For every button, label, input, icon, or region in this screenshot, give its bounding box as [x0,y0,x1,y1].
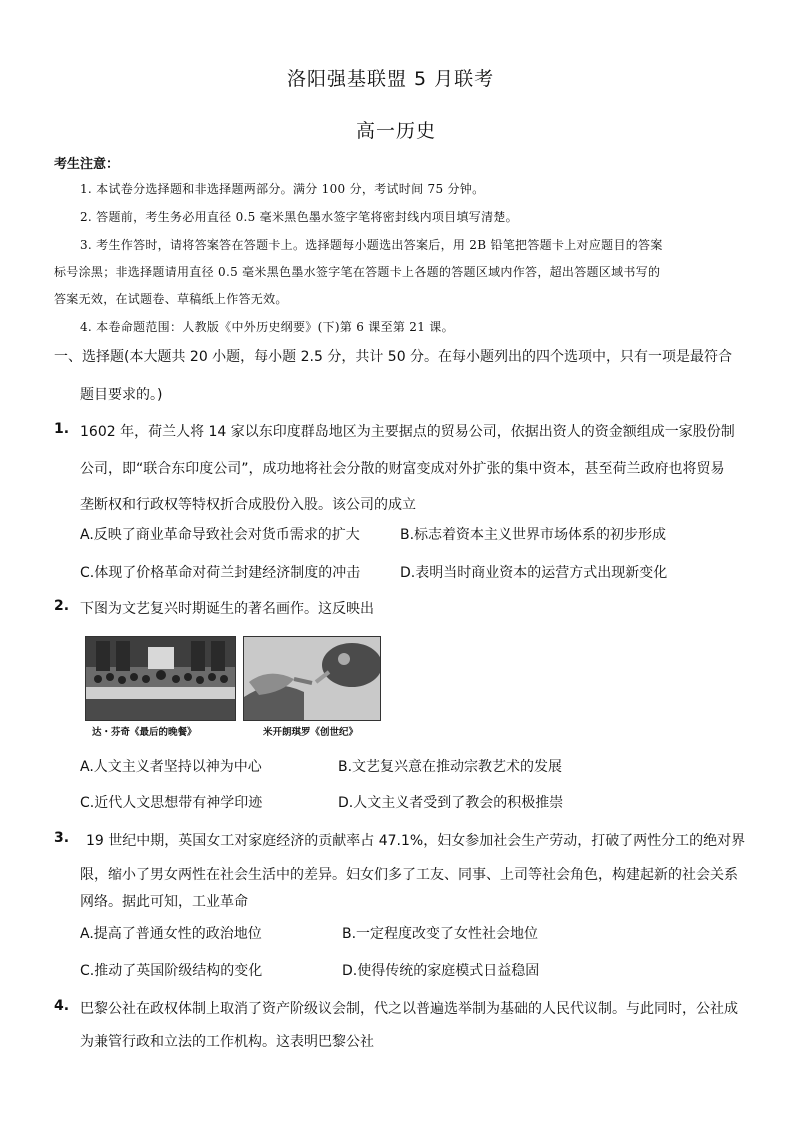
section-heading-line2: 题目要求的。) [80,387,163,403]
q1-option-b: B.标志着资本主义世界市场体系的初步形成 [400,527,667,543]
notice-line-3b: 标号涂黑；非选择题请用直径 0.5 毫米黑色墨水签字笔在答题卡上各题的答题区域内作答，超出答题区域书写的 [54,265,661,279]
q2-stem: 下图为文艺复兴时期诞生的著名画作。这反映出 [80,601,374,617]
q3-stem-line1: 19 世纪中期，英国女工对家庭经济的贡献率占 47.1%，妇女参加社会生产劳动，打破了两性分工的绝对界 [86,833,746,849]
notice-line-4: 4. 本卷命题范围：人教版《中外历史纲要》(下)第 6 课至第 21 课。 [80,320,454,334]
q1-stem-line3: 垄断权和行政权等特权折合成股份入股。该公司的成立 [80,497,416,513]
notice-line-1: 1. 本试卷分选择题和非选择题两部分。满分 100 分，考试时间 75 分钟。 [80,182,485,196]
q1-stem-line1: 1602 年，荷兰人将 14 家以东印度群岛地区为主要据点的贸易公司，依据出资人的资金额组成一家股份制 [80,424,735,440]
exam-title: 洛阳强基联盟 5 月联考 [287,68,495,90]
q1-stem-line2: 公司，即“联合东印度公司”，成功地将社会分散的财富变成对外扩张的集中资本，甚至荷兰政府也将贸易 [80,461,725,477]
q1-number: 1. [54,421,70,437]
creation-of-adam-caption: 米开朗琪罗《创世纪》 [263,727,359,738]
q3-stem-line2: 限，缩小了男女两性在社会生活中的差异。妇女们多了工友、同事、上司等社会角色，构建起新的社会关系 [80,867,738,883]
exam-subject: 高一历史 [356,120,437,142]
q4-stem-line2: 为兼管行政和立法的工作机构。这表明巴黎公社 [80,1034,374,1050]
section-heading-line1: 一、选择题(本大题共 20 小题，每小题 2.5 分，共计 50 分。在每小题列出的四个选项中，只有一项是最符合 [54,349,733,365]
last-supper-caption: 达・芬奇《最后的晚餐》 [92,727,197,738]
q3-option-a: A.提高了普通女性的政治地位 [80,926,262,942]
q3-option-b: B.一定程度改变了女性社会地位 [342,926,539,942]
q1-option-a: A.反映了商业革命导致社会对货币需求的扩大 [80,527,360,543]
q3-option-c: C.推动了英国阶级结构的变化 [80,963,263,979]
q3-stem-line3: 网络。据此可知，工业革命 [80,894,248,910]
q2-option-c: C.近代人文思想带有神学印迹 [80,795,263,811]
q2-number: 2. [54,598,70,614]
q1-option-c: C.体现了价格革命对荷兰封建经济制度的冲击 [80,565,361,581]
notice-heading: 考生注意： [54,157,120,172]
last-supper-painting [85,636,236,721]
q3-option-d: D.使得传统的家庭模式日益稳固 [342,963,540,979]
creation-of-adam-painting [243,636,381,721]
notice-line-3a: 3. 考生作答时，请将答案答在答题卡上。选择题每小题选出答案后，用 2B 铅笔把答题卡上对应题目的答案 [80,238,663,252]
q4-number: 4. [54,998,70,1014]
notice-line-2: 2. 答题前，考生务必用直径 0.5 毫米黑色墨水签字笔将密封线内项目填写清楚。 [80,210,518,224]
q4-stem-line1: 巴黎公社在政权体制上取消了资产阶级议会制，代之以普遍选举制为基础的人民代议制。与此同时，公社成 [80,1001,738,1017]
q2-option-d: D.人文主义者受到了教会的积极推崇 [338,795,564,811]
q2-option-a: A.人文主义者坚持以神为中心 [80,759,262,775]
q2-option-b: B.文艺复兴意在推动宗教艺术的发展 [338,759,563,775]
q3-number: 3. [54,830,70,846]
notice-line-3c: 答案无效，在试题卷、草稿纸上作答无效。 [54,292,288,306]
q1-option-d: D.表明当时商业资本的运营方式出现新变化 [400,565,668,581]
